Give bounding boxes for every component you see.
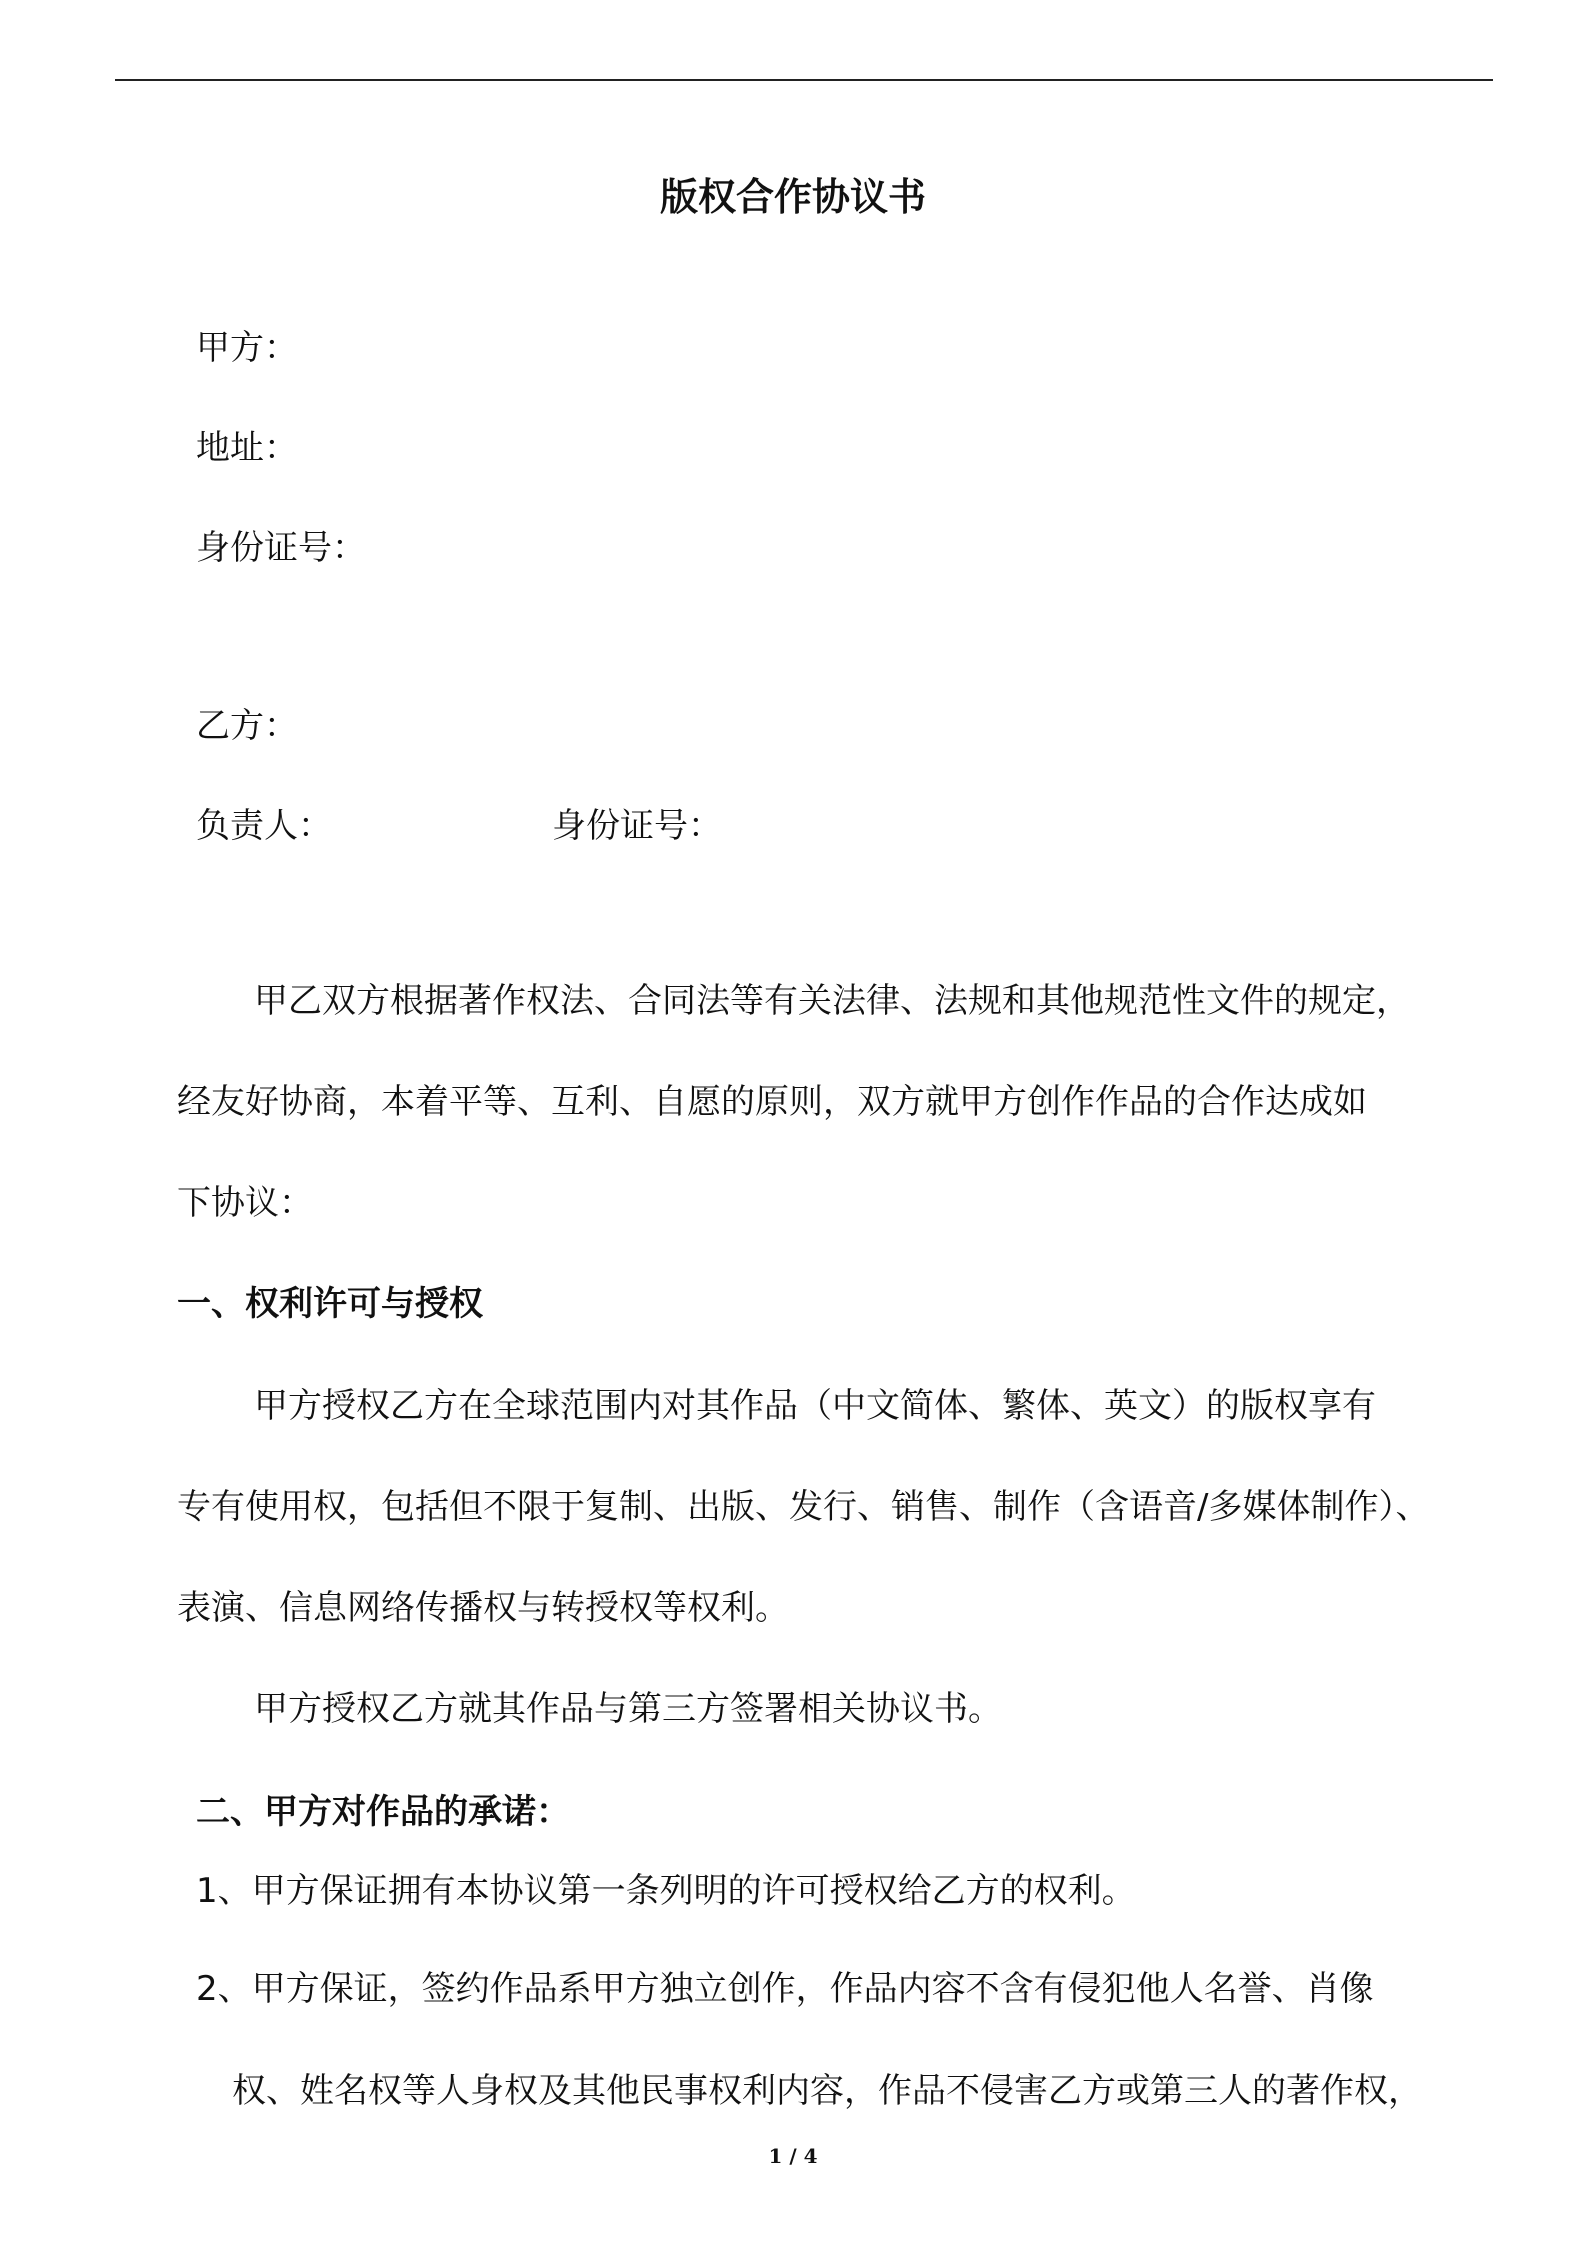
preamble-line-1: 甲乙双方根据著作权法、合同法等有关法律、法规和其他规范性文件的规定， [254,981,1410,1021]
section-2-item-1: 1、甲方保证拥有本协议第一条列明的许可授权给乙方的权利。 [196,1871,1136,1911]
section-1-para-1-line-1: 甲方授权乙方在全球范围内对其作品（中文简体、繁体、英文）的版权享有 [254,1386,1376,1426]
party-b-id-label: 身份证号： [552,806,722,846]
party-a-id-label: 身份证号： [196,528,366,568]
party-b-label: 乙方： [196,706,298,746]
section-1-heading: 一、权利许可与授权 [177,1284,483,1324]
section-2-item-2-line-2: 权、姓名权等人身权及其他民事权利内容，作品不侵害乙方或第三人的著作权， [232,2071,1422,2111]
party-b-person-label: 负责人： [196,806,332,846]
preamble-line-3: 下协议： [177,1183,313,1223]
party-a-address-label: 地址： [196,428,298,468]
document-title: 版权合作协议书 [659,175,926,219]
section-1-para-1-line-2: 专有使用权，包括但不限于复制、出版、发行、销售、制作（含语音/多媒体制作）、 [177,1487,1430,1527]
header-rule [115,79,1493,81]
section-1-para-2: 甲方授权乙方就其作品与第三方签署相关协议书。 [254,1689,1002,1729]
page-number: 1 / 4 [768,2144,818,2168]
party-a-label: 甲方： [196,328,298,368]
section-2-item-2-line-1: 2、甲方保证，签约作品系甲方独立创作，作品内容不含有侵犯他人名誉、肖像 [196,1969,1374,2009]
preamble-line-2: 经友好协商，本着平等、互利、自愿的原则，双方就甲方创作作品的合作达成如 [177,1082,1367,1122]
section-2-heading: 二、甲方对作品的承诺： [196,1792,570,1832]
section-1-para-1-line-3: 表演、信息网络传播权与转授权等权利。 [177,1588,789,1628]
